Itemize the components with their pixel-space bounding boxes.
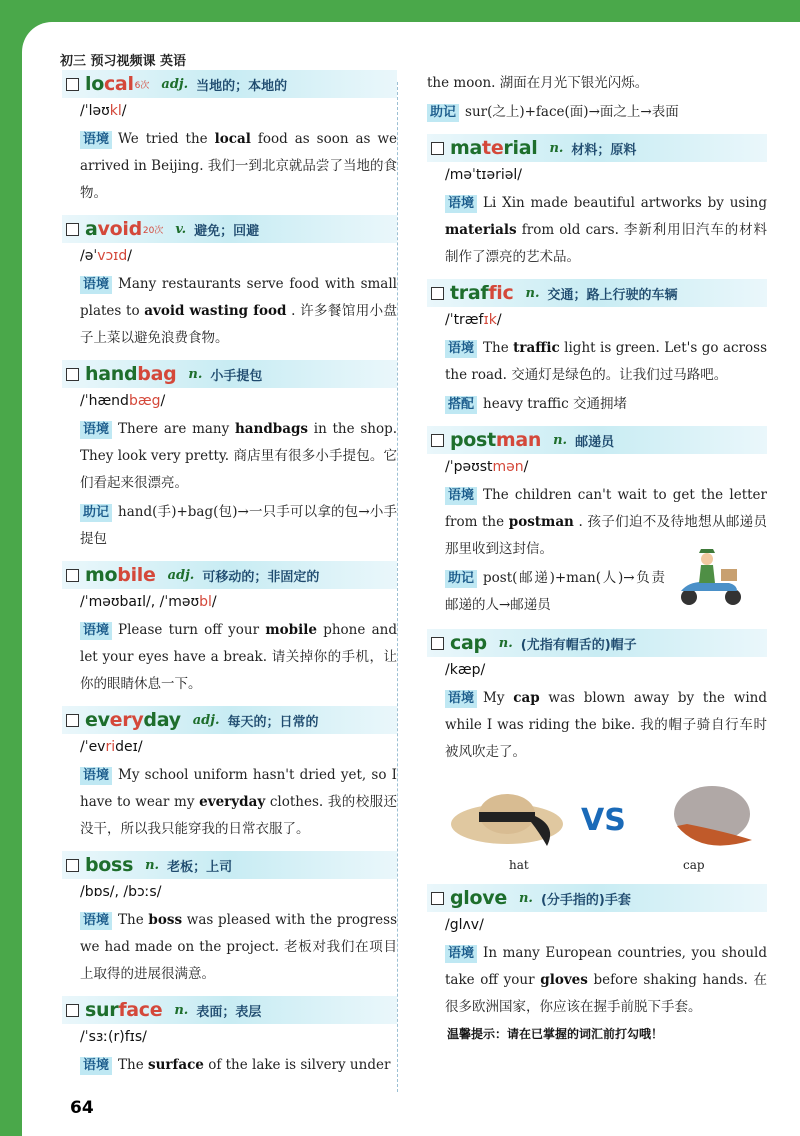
entry-handbag bbox=[62, 360, 397, 553]
example-tag: 语境 bbox=[80, 767, 112, 785]
headword bbox=[85, 73, 134, 95]
memory-tag: 助记 bbox=[80, 504, 112, 522]
headword bbox=[85, 218, 142, 240]
chinese-meaning: (尤指有帽舌的)帽子 bbox=[520, 637, 637, 653]
memory-aid bbox=[80, 499, 397, 553]
phonetic bbox=[80, 739, 397, 755]
phonetic bbox=[80, 1029, 397, 1045]
phonetic bbox=[80, 393, 397, 409]
headword-highlight: face bbox=[118, 999, 163, 1021]
column-divider bbox=[397, 82, 398, 1092]
example-tag: 语境 bbox=[80, 276, 112, 294]
example-sentence bbox=[80, 126, 397, 207]
chinese-meaning: 每天的；日常的 bbox=[227, 714, 319, 730]
headword-bar bbox=[427, 134, 767, 162]
example-keyword: surface bbox=[148, 1057, 204, 1073]
example-keyword: postman bbox=[508, 514, 574, 530]
headword-text: traf bbox=[450, 282, 489, 304]
checkbox[interactable] bbox=[66, 569, 79, 582]
example-text: The bbox=[118, 1057, 148, 1073]
part-of-speech: n. bbox=[145, 857, 160, 873]
example-text: food as soon as we arrived in Beijing. 我们一到北京就品尝了当地的食物。 bbox=[80, 131, 397, 201]
headword-text: ma bbox=[450, 137, 483, 159]
phonetic bbox=[80, 103, 397, 119]
frequency-badge: 6次 bbox=[134, 80, 150, 91]
headword-highlight: ery bbox=[109, 709, 144, 731]
headword-text: hand bbox=[85, 363, 138, 385]
headword-highlight: man bbox=[495, 429, 542, 451]
phonetic-highlight: bl bbox=[199, 594, 212, 610]
part-of-speech: n. bbox=[188, 366, 203, 382]
example-keyword: everyday bbox=[199, 794, 266, 810]
headword-highlight: fic bbox=[488, 282, 514, 304]
chinese-meaning: 邮递员 bbox=[575, 434, 615, 450]
memory-tag: 助记 bbox=[427, 104, 459, 122]
checkbox[interactable] bbox=[66, 1004, 79, 1017]
example-sentence bbox=[80, 1052, 397, 1079]
checkbox[interactable] bbox=[66, 859, 79, 872]
part-of-speech: n. bbox=[525, 285, 540, 301]
example-keyword: gloves bbox=[540, 972, 588, 988]
headword-highlight: bag bbox=[137, 363, 177, 385]
example-text: light is green. Let's go across the road. 交通灯是绿色的。让我们过马路吧。 bbox=[445, 340, 767, 383]
headword-bar bbox=[62, 996, 397, 1024]
phonetic-highlight: ɪk bbox=[483, 312, 497, 328]
headword bbox=[85, 999, 162, 1021]
example-sentence bbox=[80, 271, 397, 352]
headword-bar bbox=[427, 279, 767, 307]
chinese-meaning: (分手指的)手套 bbox=[540, 892, 631, 908]
chinese-meaning: 老板；上司 bbox=[167, 859, 233, 875]
headword-bar bbox=[62, 561, 397, 589]
collocation-text: heavy traffic 交通拥堵 bbox=[483, 396, 627, 412]
headword bbox=[85, 709, 181, 731]
example-text: clothes. 我的校服还没干，所以我只能穿我的日常衣服了。 bbox=[80, 794, 397, 837]
phonetic bbox=[445, 312, 767, 328]
example-sentence bbox=[80, 416, 397, 497]
phonetic-part: / bbox=[496, 312, 502, 328]
checkbox[interactable] bbox=[66, 368, 79, 381]
phonetic-part: /ˈsɜː(r)fɪs/ bbox=[80, 1029, 147, 1045]
example-keyword: handbags bbox=[234, 421, 309, 437]
phonetic-part: deɪ/ bbox=[115, 739, 143, 755]
entry-material bbox=[427, 134, 767, 271]
hat-vs-cap-illustration bbox=[447, 776, 767, 858]
example-text: The bbox=[118, 912, 149, 928]
part-of-speech: adj. bbox=[161, 76, 189, 92]
phonetic-part: / bbox=[121, 103, 127, 119]
part-of-speech: n. bbox=[518, 890, 533, 906]
example-text: My school uniform hasn't dried yet, so I have to wear my bbox=[80, 767, 397, 810]
phonetic-part: / bbox=[160, 393, 166, 409]
headword-bar bbox=[62, 706, 397, 734]
left-column bbox=[62, 70, 397, 1087]
headword bbox=[450, 429, 541, 451]
example-keyword: materials bbox=[445, 222, 517, 238]
entry-traffic bbox=[427, 279, 767, 418]
part-of-speech: adj. bbox=[192, 712, 220, 728]
part-of-speech: n. bbox=[549, 140, 564, 156]
phonetic-part: / bbox=[523, 459, 529, 475]
example-tag: 语境 bbox=[80, 421, 112, 439]
phonetic-part: /əˈ bbox=[80, 248, 98, 264]
example-text: The bbox=[483, 340, 514, 356]
example-sentence bbox=[80, 617, 397, 698]
example-sentence bbox=[445, 685, 767, 766]
headword bbox=[85, 564, 156, 586]
headword-bar bbox=[427, 426, 767, 454]
example-tag: 语境 bbox=[445, 487, 477, 505]
example-text: . 孩子们迫不及待地想从邮递员那里收到这封信。 bbox=[445, 514, 767, 557]
headword-highlight: bile bbox=[117, 564, 156, 586]
memory-aid bbox=[427, 99, 767, 126]
checkbox[interactable] bbox=[66, 223, 79, 236]
headword-bar bbox=[427, 629, 767, 657]
phonetic-part: / bbox=[211, 594, 217, 610]
headword-text: glove bbox=[450, 887, 507, 909]
phonetic bbox=[445, 459, 767, 475]
entry-glove bbox=[427, 884, 767, 1042]
example-sentence bbox=[80, 907, 397, 988]
example-text: . 许多餐馆用小盘子上菜以避免浪费食物。 bbox=[80, 303, 397, 346]
study-tip: 温馨提示：请在已掌握的词汇前打勾哦！ bbox=[447, 1027, 664, 1041]
headword-text: rial bbox=[503, 137, 538, 159]
headword-bar bbox=[62, 360, 397, 388]
memory-text: sur(之上)+face(面)→面之上→表面 bbox=[465, 104, 679, 120]
phonetic bbox=[445, 917, 767, 933]
phonetic-part: /ˈləʊ bbox=[80, 103, 110, 119]
chinese-meaning: 可移动的；非固定的 bbox=[202, 569, 320, 585]
example-tag: 语境 bbox=[80, 1057, 112, 1075]
page-header: 初三 预习视频课 英语 bbox=[60, 54, 187, 69]
headword-text: lo bbox=[85, 73, 104, 95]
headword-bar bbox=[427, 884, 767, 912]
checkbox[interactable] bbox=[431, 287, 444, 300]
example-text: Please turn off your bbox=[118, 622, 266, 638]
cap-caption: cap bbox=[683, 858, 705, 872]
entry-avoid bbox=[62, 215, 397, 352]
checkbox[interactable] bbox=[66, 78, 79, 91]
example-keyword: local bbox=[214, 131, 251, 147]
phonetic-part: /ˈtræf bbox=[445, 312, 484, 328]
example-keyword: traffic bbox=[513, 340, 560, 356]
part-of-speech: v. bbox=[175, 221, 187, 237]
entry-everyday bbox=[62, 706, 397, 843]
phonetic-part: /bɒs/, /bɔːs/ bbox=[80, 884, 162, 900]
example-sentence bbox=[445, 190, 767, 271]
phonetic-part: /məˈtɪəriəl/ bbox=[445, 167, 522, 183]
example-keyword: mobile bbox=[265, 622, 317, 638]
example-text: in the shop. They look very pretty. 商店里有很多小手提包。它们看起来很漂亮。 bbox=[80, 421, 397, 491]
page bbox=[22, 22, 800, 1136]
headword-highlight: cal bbox=[103, 73, 134, 95]
headword bbox=[85, 363, 176, 385]
example-text: There are many bbox=[118, 421, 235, 437]
phonetic-highlight: vɔɪd bbox=[97, 248, 128, 264]
chinese-meaning: 小手提包 bbox=[210, 368, 263, 384]
phonetic-highlight: mən bbox=[492, 459, 524, 475]
example-text: In many European countries, you should take off your bbox=[445, 945, 767, 988]
part-of-speech: n. bbox=[174, 1002, 189, 1018]
chinese-meaning: 材料；原料 bbox=[571, 142, 637, 158]
phonetic bbox=[80, 884, 397, 900]
entry-boss bbox=[62, 851, 397, 988]
memory-aid bbox=[445, 565, 665, 619]
hat-vs-cap-figure bbox=[447, 776, 767, 876]
entry-local bbox=[62, 70, 397, 207]
hat-caption: hat bbox=[509, 858, 529, 872]
phonetic-part: /ˈməʊbaɪl/, /ˈməʊ bbox=[80, 594, 200, 610]
memory-text: hand(手)+bag(包)→一只手可以拿的包→小手提包 bbox=[80, 504, 397, 547]
headword-text: day bbox=[143, 709, 181, 731]
checkbox[interactable] bbox=[431, 142, 444, 155]
headword-highlight: void bbox=[97, 218, 142, 240]
example-text: My bbox=[483, 690, 514, 706]
headword-bar bbox=[62, 70, 397, 98]
checkbox[interactable] bbox=[431, 434, 444, 447]
example-keyword: boss bbox=[148, 912, 183, 928]
example-keyword: avoid wasting food bbox=[144, 303, 287, 319]
checkbox[interactable] bbox=[431, 637, 444, 650]
example-text: The children can't wait to get the letter from the bbox=[445, 487, 767, 530]
headword-text: post bbox=[450, 429, 496, 451]
phonetic bbox=[80, 594, 397, 610]
phonetic-highlight: kl bbox=[109, 103, 122, 119]
example-tag: 语境 bbox=[80, 912, 112, 930]
phonetic bbox=[445, 167, 767, 183]
phonetic-part: /glʌv/ bbox=[445, 917, 484, 933]
phonetic bbox=[80, 248, 397, 264]
frequency-badge: 20次 bbox=[142, 225, 164, 236]
phonetic-part: /ˈpəʊst bbox=[445, 459, 493, 475]
postman-scooter-illustration bbox=[671, 545, 751, 607]
checkbox[interactable] bbox=[431, 892, 444, 905]
headword bbox=[450, 137, 537, 159]
example-tag: 语境 bbox=[80, 622, 112, 640]
example-text: Li Xin made beautiful artworks by using bbox=[483, 195, 767, 211]
right-column bbox=[427, 70, 767, 1050]
surface-continuation: the moon. 湖面在月光下银光闪烁。 bbox=[427, 75, 649, 91]
headword bbox=[85, 854, 133, 876]
collocation bbox=[445, 391, 767, 418]
headword-text: cap bbox=[450, 632, 487, 654]
collocation-tag: 搭配 bbox=[445, 396, 477, 414]
page-number: 64 bbox=[70, 1098, 94, 1118]
example-tag: 语境 bbox=[445, 340, 477, 358]
entry-mobile bbox=[62, 561, 397, 698]
example-text: from old cars. 李新利用旧汽车的材料制作了漂亮的艺术品。 bbox=[445, 222, 767, 265]
example-tag: 语境 bbox=[80, 131, 112, 149]
part-of-speech: n. bbox=[498, 635, 513, 651]
headword-text: a bbox=[85, 218, 98, 240]
headword bbox=[450, 282, 514, 304]
headword-highlight: te bbox=[482, 137, 504, 159]
chinese-meaning: 当地的；本地的 bbox=[196, 78, 288, 94]
phonetic-part: /ˈev bbox=[80, 739, 106, 755]
headword bbox=[450, 887, 507, 909]
memory-text: post(邮递)+man(人)→负责邮递的人→邮递员 bbox=[445, 570, 665, 613]
phonetic-part: /ˈhænd bbox=[80, 393, 129, 409]
vs-label: VS bbox=[581, 803, 626, 838]
headword-text: mo bbox=[85, 564, 118, 586]
phonetic bbox=[445, 662, 767, 678]
entry-postman bbox=[427, 426, 767, 621]
chinese-meaning: 避免；回避 bbox=[194, 223, 260, 239]
headword bbox=[450, 632, 487, 654]
phonetic-highlight: bæg bbox=[128, 393, 161, 409]
example-text: was blown away by the wind while I was riding the bike. 我的帽子骑自行车时被风吹走了。 bbox=[445, 690, 767, 760]
example-text: phone and let your eyes have a break. 请关掉你的手机，让你的眼睛休息一下。 bbox=[80, 622, 397, 692]
memory-row bbox=[427, 565, 767, 621]
chinese-meaning: 表面；表层 bbox=[196, 1004, 262, 1020]
example-text: before shaking hands. 在很多欧洲国家，你应该在握手前脱下手套。 bbox=[445, 972, 768, 1015]
example-sentence bbox=[80, 762, 397, 843]
example-sentence bbox=[445, 335, 767, 389]
headword-bar bbox=[62, 215, 397, 243]
example-text: of the lake is silvery under bbox=[203, 1057, 391, 1073]
example-text: was pleased with the progress we had made on the project. 老板对我们在项目上取得的进展很满意。 bbox=[80, 912, 397, 982]
example-tag: 语境 bbox=[445, 945, 477, 963]
part-of-speech: adj. bbox=[167, 567, 195, 583]
headword-bar bbox=[62, 851, 397, 879]
checkbox[interactable] bbox=[66, 714, 79, 727]
entry-surface bbox=[62, 996, 397, 1079]
memory-tag: 助记 bbox=[445, 570, 477, 588]
headword-text: boss bbox=[85, 854, 134, 876]
part-of-speech: n. bbox=[553, 432, 568, 448]
phonetic-highlight: ri bbox=[105, 739, 116, 755]
example-keyword: cap bbox=[513, 690, 540, 706]
example-tag: 语境 bbox=[445, 195, 477, 213]
headword-text: sur bbox=[85, 999, 119, 1021]
chinese-meaning: 交通；路上行驶的车辆 bbox=[547, 287, 678, 303]
example-text: Many restaurants serve food with small plates to bbox=[80, 276, 397, 319]
example-text: We tried the bbox=[118, 131, 215, 147]
example-sentence bbox=[445, 940, 767, 1021]
phonetic-part: /kæp/ bbox=[445, 662, 486, 678]
phonetic-part: / bbox=[127, 248, 132, 264]
entry-cap bbox=[427, 629, 767, 876]
headword-text: ev bbox=[85, 709, 110, 731]
example-tag: 语境 bbox=[445, 690, 477, 708]
